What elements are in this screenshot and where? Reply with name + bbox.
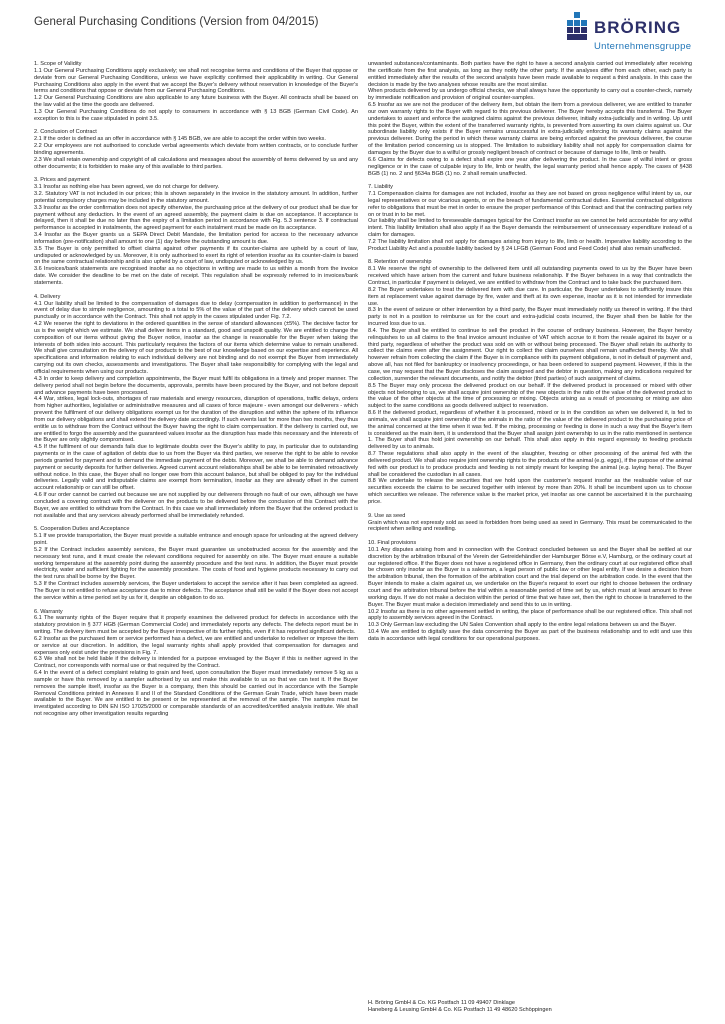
section-paragraph: 3.6 Invoices/bank statements are recognised insofar as no objections in writing are made to us within a month from the invoice date. We consider the deadline to be met on the date of receipt. This regulation shall be expressly referred to in invoices/bank statements. — [34, 266, 358, 286]
section-heading: 2. Conclusion of Contract — [34, 129, 97, 136]
section-heading: 9. Use as seed — [368, 512, 406, 519]
section-paragraph: 5.1 If we provide transportation, the Buyer must provide a suitable entrance and enough space for unloading at the agreed delivery point. — [34, 533, 358, 547]
section-paragraph: unwanted substances/contaminants. Both parties have the right to have a second analysis carried out immediately after receiving the certificate from the first analysis, as long as they notify the other party. If the analyses differ from each other, each party is entitled immediately after the results of the second analysis have been made available to request a third analysis. In this case the decision is made by the two analyses whose results are the most similar. — [368, 61, 692, 88]
section-paragraph: 10.4 We are entitled to digitally save the data concerning the Buyer as part of the business relationship and to edit and use this data in accordance with legal conditions for our operational purposes. — [368, 629, 692, 642]
condition-section — [368, 259, 692, 505]
condition-section — [368, 61, 692, 177]
section-paragraph: 2.2 Our employees are not authorised to conclude verbal agreements which deviate from written contracts, or to conclude further binding agreements. — [34, 143, 358, 156]
section-paragraph: 2.3 We shall retain ownership and copyright of all calculations and messages about the assembly of items delivered by us and any other documents; it is forbidden to make any of this available to third parties. — [34, 156, 358, 170]
section-paragraph: 6.2 Insofar as the purchased item or service performed has a defect, we are entitled and undertake to redeliver or improve the item or service at our discretion. In addition, the legal warranty rights shall apply provided that compensation for damages and expenses only exist under the provisions in Fig. 7. — [34, 635, 358, 656]
page-title: General Purchasing Conditions (Version from 04/2015) — [34, 16, 319, 28]
section-paragraph: 10.1 Any disputes arising from and in connection with the Contract concluded between us and the Buyer shall be settled at our discretion by the arbitration tribunal of the Verein der Getreidehändler der Hamburger Börse e.V, Hamburg, or the ordinary court at our registered office. If the Buyer does not have a registered office in Germany, then the ordinary court at our registered office shall be chosen only insofar as the Buyer is a salesman, a legal person of public law or other legal entity. If we desire a decision from the arbitration tribunal, then the formation of the arbitration court and the trial depend on the arbitration code. In the event that the Buyer intends to make a claim against us, we undertake on the Buyer's request to exert our right to choose between the ordinary court and the arbitration tribunal before the trial within a reasonable period of time set by us, which must at least amount to three working days. If we do not make a decision within the period of time that we have set, then the right to choose is transferred to the Buyer. The Buyer must make a decision immediately and send this to us in writing. — [368, 546, 692, 608]
footer-address-line: H. Bröring GmbH & Co. KG Postfach 11 09 49407 Dinklage — [368, 1000, 515, 1006]
section-paragraph: 6.4 In the event of a defect complaint relating to grain and feed, upon consultation the Buyer must immediately remove 5 kg as a sample or have this removed by a sampler authorised by us and make this available to us so that we can test it. If the Buyer removes the sample itself, insofar as the Buyer is a company, then this should be carried out in accordance with the Sample Removal Conditions printed in Annexes II and II of the Standard Conditions of the German Grain Trade, which have been made available to the Buyer. We are entitled to be present or be represented at the removal of the sample. The samples must be investigated according to DIN EN ISO 17025/2000 or comparable standards of an accredited/certified analysis institute. We shall not recognise any other investigation results regarding — [34, 670, 358, 718]
section-paragraph: 7.1 Compensation claims for damages are not included, insofar as they are not based on gross negligence wilful intent by us, our legal representatives or our vicarious agents, or on the breach of fundamental contractual duties. Essential contractual obligations refer to obligations that must be met in order to ensure the proper performance of this Contract and that the contracting parties rely on or trust in to be met. — [368, 191, 692, 218]
broring-logo — [564, 12, 704, 56]
logo-wordmark: BRÖRING — [594, 18, 682, 37]
condition-section — [368, 184, 692, 252]
section-paragraph: 4.6 If our order cannot be carried out because we are not supplied by our deliverers through no fault of our own, although we have concluded a covering contract with the deliverer on the products to be delivered before the conclusion of this Contract with the Buyer, we are entitled to withdraw from the Contract. In this case we shall immediately inform the Buyer that the ordered product is not available and that any services already performed shall be immediately refunded. — [34, 492, 358, 519]
section-heading: 3. Prices and payment — [34, 177, 90, 184]
company-addresses — [368, 1000, 698, 1014]
section-paragraph: 3.4 Insofar as the Buyer grants us a SEPA Direct Debit Mandate, the limitation period for access to the necessary advance information (pre-notification) shall amount to one (1) day before the outstanding amount is due. — [34, 232, 358, 245]
section-paragraph: 6.5 Insofar as we are not the producer of the delivery item, but obtain the item from a previous deliverer, we are entitled to transfer our own warranty rights to the Buyer with regard to this previous deliverer. The Buyer hereby accepts this transferral. The Buyer undertakes to assert and enforce the assigned claims against the previous deliverer, initially extra-judicially and in writing. Up until this point the Buyer, within the extent of the transferred warranty rights, is prevented from asserting its own claims against us. Our subordinate liability only exists if the Buyer remains unsuccessful in extra-judicially enforcing its warranty claims against the previous deliverer. During the period in which these warranty claims are being enforced against the previous deliverer, the course of the limitation period concerning us is stopped. The limitation to subsidiary liability shall not apply for compensation claims for damages by the Buyer due to a wilful or grossly negligent breach of contract or because of damage to life, limb or health. — [368, 102, 692, 156]
section-paragraph: 4.4 War, strikes, legal lock-outs, shortages of raw materials and energy resources, disruption of operations, traffic delays, orders from higher authorities, legislative or administrative measures and all cases of force majeure - even amongst our deliverers - which prevent the fulfilment of our delivery obligations exempt us for the duration of the disruption and within the sphere of its influence from our delivery obligations and shall extend the delivery date accordingly. If such events last for more than two months, they thus entitle us to withdraw from the Contract without the Buyer having the right to claim compensation. If the delivery is carried out, we are entitled to forgo the assembly and the guaranteed values insofar as the disruption has made this necessary and the interests of the Buyer are only slightly compromised. — [34, 396, 359, 444]
section-paragraph: 1.3 Our General Purchasing Conditions do not apply to consumers in accordance with § 13 BGB (German Civil Code). An exception to this is the case stipulated in point 3.5. — [34, 108, 358, 122]
section-paragraph: Our liability shall be limited to foreseeable damages typical for the Contract insofar as we cannot be held accountable for any wilful intent. This liability limitation shall also apply if as the Buyer demands the reimbursement of unnecessary expenditure instead of a claim for damages. — [368, 218, 692, 239]
logo-subtitle: Unternehmensgruppe — [594, 41, 692, 52]
section-heading: 6. Warranty — [34, 608, 63, 615]
condition-section — [368, 540, 692, 643]
section-paragraph: 8.3 In the event of seizure or other intervention by a third party, the Buyer must immediately notify us thereof in writing. If the third party is not in a position to reimburse us for the court and extra-judicial costs incurred, the Buyer shall then be liable for the incurred loss due to us. — [368, 307, 692, 328]
section-paragraph: 8.4. The Buyer shall be entitled to continue to sell the product in the course of ordinary business. However, the Buyer hereby relinquishes to us all claims to the final invoice amount inclusive of VAT which accrue to it from the resale against its buyer or a third party, regardless of whether the product was sold on with or without being processed. The Buyer shall retain its authority to collect the claims even after the assignment. Our right to collect the claim ourselves shall remain unaffected thereby. We shall however refrain from collecting the claim if the Buyer is in compliance with its payment obligations, is not in default of payment and, above all, has not filed for bankruptcy or insolvency proceedings, or has been ordered to suspend payment. However, if this is the case, we may request that the Buyer discloses the claim assigned and the debtor in question, making any indications required for collection, surrender the relevant documents, and notify the debtor (third parties) of such assignment of claims. — [368, 327, 692, 382]
section-heading: 8. Retention of ownership — [368, 259, 432, 266]
section-paragraph: 4.1 Our liability shall be limited to the compensation of damages due to delay (compensation in addition to performance) in the event of delay due to simple negligence, amounting to a total to 5% of the value of the part of the delivery which cannot be used punctually or in accordance with the Contract. This shall not apply in the cases stipulated under Fig. 7.2. — [34, 300, 358, 321]
section-paragraph: 5.2 If the Contract includes assembly services, the Buyer must guarantee us unobstructed access for the assembly and the necessary test runs, and it must create the relevant conditions required for assembly on site. The Buyer must ensure a suitable working temperature at the assembly point during the assembly procedure and the test runs. In addition, the Buyer must provide electricity, water and sufficient lighting for the assembly procedure. The costs of food and hygiene products necessary to carry out the test runs shall be borne by the Buyer. — [34, 546, 358, 581]
section-paragraph: 3.2. Statutory VAT is not included in our prices; this is shown separately in the invoice in the statutory amount. In addition, further potential compulsory charges may be included in the statutory amount. — [34, 191, 358, 204]
section-paragraph: Grain which was not expressly sold as seed is forbidden from being used as seed in Germany. This must be communicated to the recipient when selling and reselling. — [368, 519, 692, 533]
section-heading: 1. Scope of Validity — [34, 61, 82, 67]
condition-section — [34, 129, 358, 170]
section-paragraph: 10.3 Only German law excluding the UN Sales Convention shall apply to the entire legal relations between us and the Buyer. — [368, 622, 677, 629]
condition-section — [34, 526, 358, 601]
condition-section — [34, 609, 358, 719]
section-paragraph: 8.1 We reserve the right of ownership to the delivered item until all outstanding payments owed to us by the Buyer have been received which have arisen from the current and future business relationship. If the Buyer behaves in a way that contradicts the Contract, in particular if payment is delayed, we are entitled to withdraw from the Contract and to take back the purchased item. — [368, 266, 692, 286]
section-paragraph: 3.5 The Buyer is only permitted to offset claims against other payments if its counter-claims are upheld by a court of law, undisputed or acknowledged by us. Moreover, it is only authorised to exert its right of retention insofar as its counter-claim is based on the same contractual relationship and is also upheld by a court of law, undisputed or acknowledged by us. — [34, 245, 358, 266]
section-paragraph: 2.1 If the order is defined as an offer in accordance with § 145 BGB, we are able to accept the order within two weeks. — [34, 136, 326, 143]
section-paragraph: 7.2 The liability limitation shall not apply for damages arising from injury to life, limb or health. Imperative liability according to the Product Liability Act and a possible liability backed by § 24 LFGB (German Food and Feed Code) shall also remain unaffected. — [368, 238, 692, 252]
section-paragraph: 6.6 Claims for defects owing to a defect shall expire one year after delivering the product. In the case of wilful intent or gross negligence or in the case of culpable injury to life, limb or health, the legal warranty period shall hence apply. The cases of §438 BGB (1) no. 2 and §634a BGB (1) no. 2 shall remain unaffected. — [368, 156, 692, 177]
section-paragraph: 4.2 We reserve the right to deviations in the ordered quantities in the sense of standard allowances (±5%). The decisive factor for us is the weight which we estimate. We shall deliver items in a standard, good and unspoilt quality. We are entitled to change the composition of our items without giving the Buyer notice, insofar as the change is reasonable for the Buyer when taking the interests of both sides into account. This particularly requires the factors of our items which determine value to remain unaltered. We shall give consultation on the delivery of our products to the best of our knowledge based on our expertise and experience. All specifications and information relating to each individual delivery are not binding and do not exempt the Buyer from immediately carrying out its own checks, assessments and investigations. The Buyer shall take responsibility for complying with the legal and official requirements when using our products. — [34, 321, 358, 375]
right-column — [368, 61, 692, 725]
section-heading: 7. Liability — [368, 184, 393, 191]
footer-address-line: Haneberg & Leusing GmbH & Co. KG Postfach 11 49 48620 Schöppingen — [368, 1007, 552, 1013]
section-heading: 4. Delivery — [34, 293, 61, 300]
section-heading: 10. Final provisions — [368, 540, 417, 547]
section-paragraph: 10.2 Insofar as there is no other agreement settled in writing, the place of performance shall be our registered office. This shall not apply to assembly services agreed in the Contract. — [368, 608, 692, 622]
conditions-body — [34, 61, 692, 725]
section-paragraph: 8.2 The Buyer undertakes to treat the delivered item with due care. In particular, the Buyer undertakes to sufficiently insure this item at replacement value against damage by fire, water and theft at its own expense, insofar as it is not intended for immediate use. — [368, 286, 692, 307]
logo-mark-icon — [564, 12, 590, 40]
section-paragraph: 3.1 Insofar as nothing else has been agreed, we do not charge for delivery. — [34, 184, 220, 191]
section-paragraph: 8.8 We undertake to release the securities that we hold upon the customer's request insofar as the realisable value of our securities exceeds the claims to be secured together with interest by more than 20%. It shall be incumbent upon us to choose which securities we release. The reference value is the market price, yet insofar as one cannot be ascertained it is the purchasing price. — [368, 478, 692, 505]
section-paragraph: 6.1 The warranty rights of the Buyer require that it properly examines the delivered product for defects in accordance with the statutory provision in § 377 HGB (German Commercial Code) and immediately reports any defects. The defects report must be in writing. The delivery item must be accepted by the Buyer irrespective of its further rights, even if it has reported significant defects. — [34, 615, 358, 636]
left-column — [34, 61, 358, 725]
section-paragraph: 8.6 If the delivered product, regardless of whether it is processed, mixed or is in the condition as when we delivered it, is fed to animals, we shall acquire joint ownership of the animals in the ratio of the value of the delivered product to the purchasing price of the animal concerned at the time when it was fed. If the mixing, processing or feeding is done in such a way that the Buyer's item is considered as the main item, it is understood that the Buyer shall assign joint ownership to us in the ratio mentioned in sentence 1. The Buyer shall thus hold joint ownership on our behalf. This shall also apply in this regard expressly to feeding products delivered by us to animals. — [368, 410, 692, 451]
section-paragraph: 4.3 In order to keep delivery and completion appointments, the Buyer must fulfil its obligations in a timely and proper manner. The delivery period shall not begin before the documents, approvals, permits have been procured by the Buyer, and not before deposit and advance payments have been processed. — [34, 375, 358, 396]
section-paragraph: 4.5 If the fulfilment of our demands fails due to legitimate doubts over the Buyer's ability to pay, in particular due to outstanding payments or in the case of agitation of debts due to us from the Buyer via third parties, we reserve the right to be able to revoke periods granted for payment and to demand the immediate payment of the debts. Moreover, we shall be able to demand advance payment or security deposits for further deliveries. Agreed current account relationships shall be able to be terminated retroactively without notice. In this case, the Buyer shall no longer owe from this account balance, but shall be obliged to pay for the individual deliveries. Legally valid and indisputable claims are exempt from termination, insofar as they are already offset in the current account relationship or can still be offset. — [34, 444, 358, 492]
section-paragraph: 8.7 These regulations shall also apply in the event of the slaughter, freezing or other processing of the animal fed with the delivered product. We shall also require joint ownership rights to the products of the animal (e.g. eggs), if the purpose of the animal fed with our product is to produce products and feeding is not simply meant for keeping the animal (e.g. laying hens). The Buyer shall be considered the custodian in all cases. — [368, 451, 692, 478]
section-paragraph: 5.3 If the Contract includes assembly services, the Buyer undertakes to accept the service after it has been completed as agreed. The Buyer is not entitled to refuse acceptance due to minor defects. The acceptance shall still be valid if the Buyer does not accept the service within a time period set by us for it, despite an obligation to do so. — [34, 581, 358, 601]
condition-section — [368, 513, 692, 534]
section-paragraph: 1.1 Our General Purchasing Conditions apply exclusively; we shall not recognise terms and conditions of the Buyer that oppose or deviate from our General Purchasing Conditions, unless we have explicitly confirmed their applicability in writing. Our General Purchasing Conditions also apply in the event that we accept the Buyer's delivery without reservation in knowledge of the Buyer's terms and conditions that oppose or deviate from our General Purchasing Conditions. — [34, 67, 358, 95]
condition-section — [34, 61, 358, 123]
section-heading: 5. Cooperation Duties and Acceptance — [34, 526, 130, 533]
section-paragraph: 6.3 We shall not be held liable if the delivery is intended for a purpose envisaged by the Buyer if this is neither agreed in the Contract, nor corresponds with normal use or that required by the Contract. — [34, 656, 358, 670]
section-paragraph: 3.3 Insofar as the order confirmation does not specify otherwise, the purchasing price at the delivery of our product shall be due for payment without any deduction. In the event of an agreed assembly, the payment claim is due on acceptance. If acceptance is delayed, then it shall be due no later than the expiry of a limitation period in accordance with Fig. 5.3 sentence 3. If contractual performance is accepted in instalments, the agreed payment for each instalment must be made on its acceptance. — [34, 204, 358, 232]
condition-section — [34, 177, 358, 287]
section-paragraph: When products delivered by us undergo official checks, we shall always have the opportunity to carry out a counter-check, namely by immediate notification and provision of original counter-samples. — [368, 88, 692, 102]
section-paragraph: 1.2 Our General Purchasing Conditions are also applicable to any future business with the Buyer. All contracts shall be based on the law valid at the time the goods are delivered. — [34, 95, 358, 109]
section-paragraph: 8.5 The Buyer may only process the delivered product on our behalf. If the delivered product is processed or mixed with other objects not belonging to us, we shall acquire joint ownership of the new objects in the ratio of the value of the delivered product to the value of the other objects at the time of processing or mixing. Objects arising as a result of processing or mixing are also subject to the same conditions as goods delivered subject to reservation. — [368, 382, 692, 410]
condition-section — [34, 294, 358, 520]
